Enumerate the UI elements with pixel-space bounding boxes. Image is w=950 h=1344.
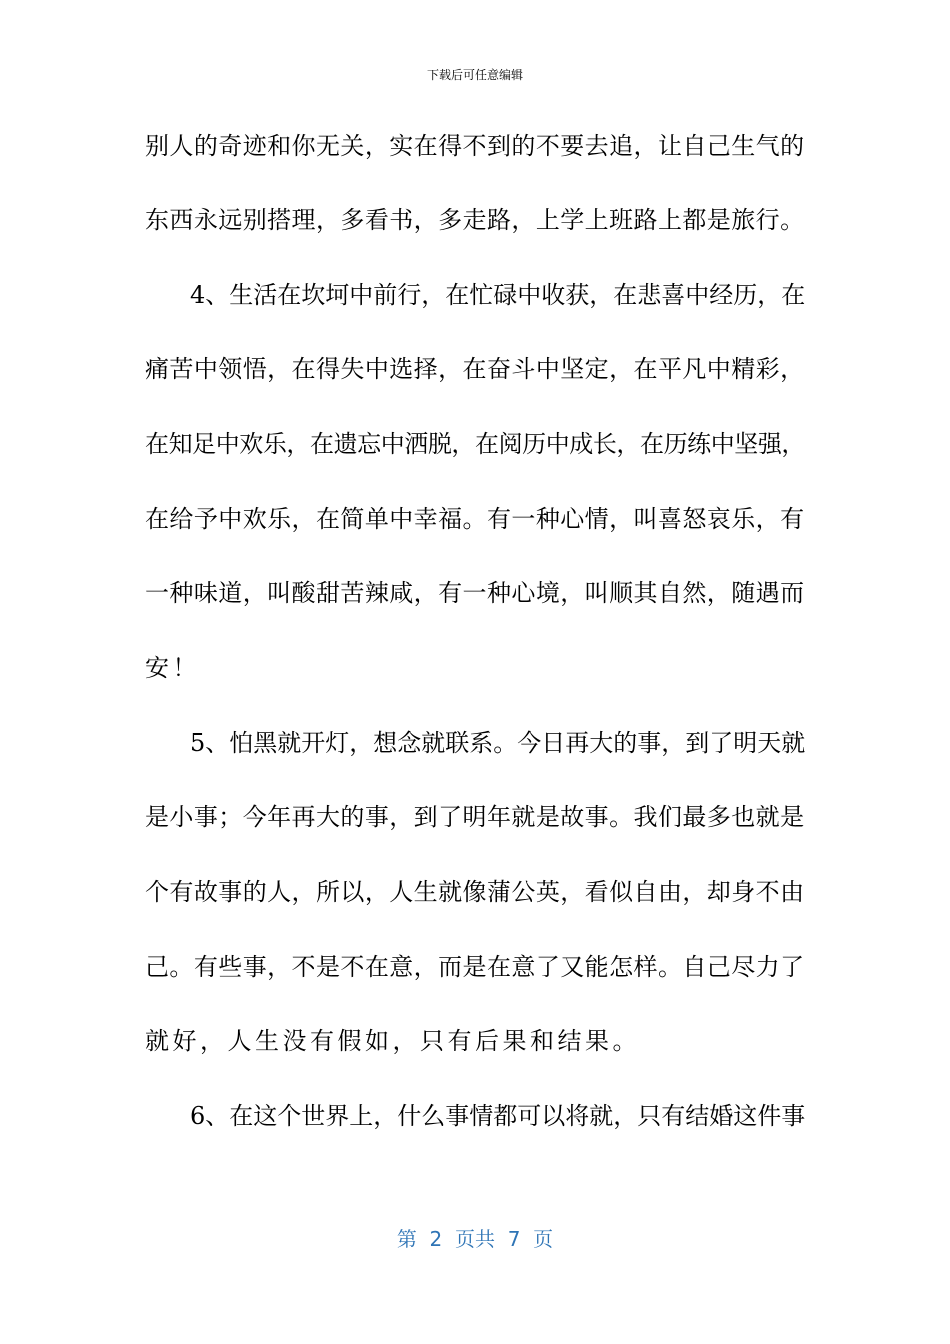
text-line-6: 在给予中欢乐，在简单中幸福。有一种心情，叫喜怒哀乐，有 xyxy=(145,505,805,533)
text-line-8: 安！ xyxy=(145,654,200,682)
paragraph-6-first-line: 6、在这个世界上，什么事情都可以将就，只有结婚这件事 xyxy=(190,1102,806,1130)
text-line-2: 东西永远别搭理，多看书，多走路，上学上班路上都是旅行。 xyxy=(145,206,805,234)
paragraph-4-first-line: 4、生活在坎坷中前行，在忙碌中收获，在悲喜中经历，在 xyxy=(190,281,806,309)
header-note: 下载后可任意编辑 xyxy=(426,68,523,82)
page-number-footer: 第 2 页共 7 页 xyxy=(396,1227,554,1251)
text-line-7: 一种味道，叫酸甜苦辣咸，有一种心境，叫顺其自然，随遇而 xyxy=(145,579,805,607)
text-line-1: 别人的奇迹和你无关，实在得不到的不要去追，让自己生气的 xyxy=(145,132,805,160)
text-line-12: 己。有些事，不是不在意，而是在意了又能怎样。自己尽力了 xyxy=(145,953,805,981)
text-line-4: 痛苦中领悟，在得失中选择，在奋斗中坚定，在平凡中精彩， xyxy=(145,355,805,383)
text-line-10: 是小事；今年再大的事，到了明年就是故事。我们最多也就是 xyxy=(145,803,805,831)
text-line-5: 在知足中欢乐，在遗忘中洒脱，在阅历中成长，在历练中坚强， xyxy=(145,430,805,458)
text-line-13: 就好，人生没有假如，只有后果和结果。 xyxy=(145,1027,640,1055)
paragraph-5-first-line: 5、怕黑就开灯，想念就联系。今日再大的事，到了明天就 xyxy=(190,729,806,757)
text-line-11: 个有故事的人，所以，人生就像蒲公英，看似自由，却身不由 xyxy=(145,878,805,906)
